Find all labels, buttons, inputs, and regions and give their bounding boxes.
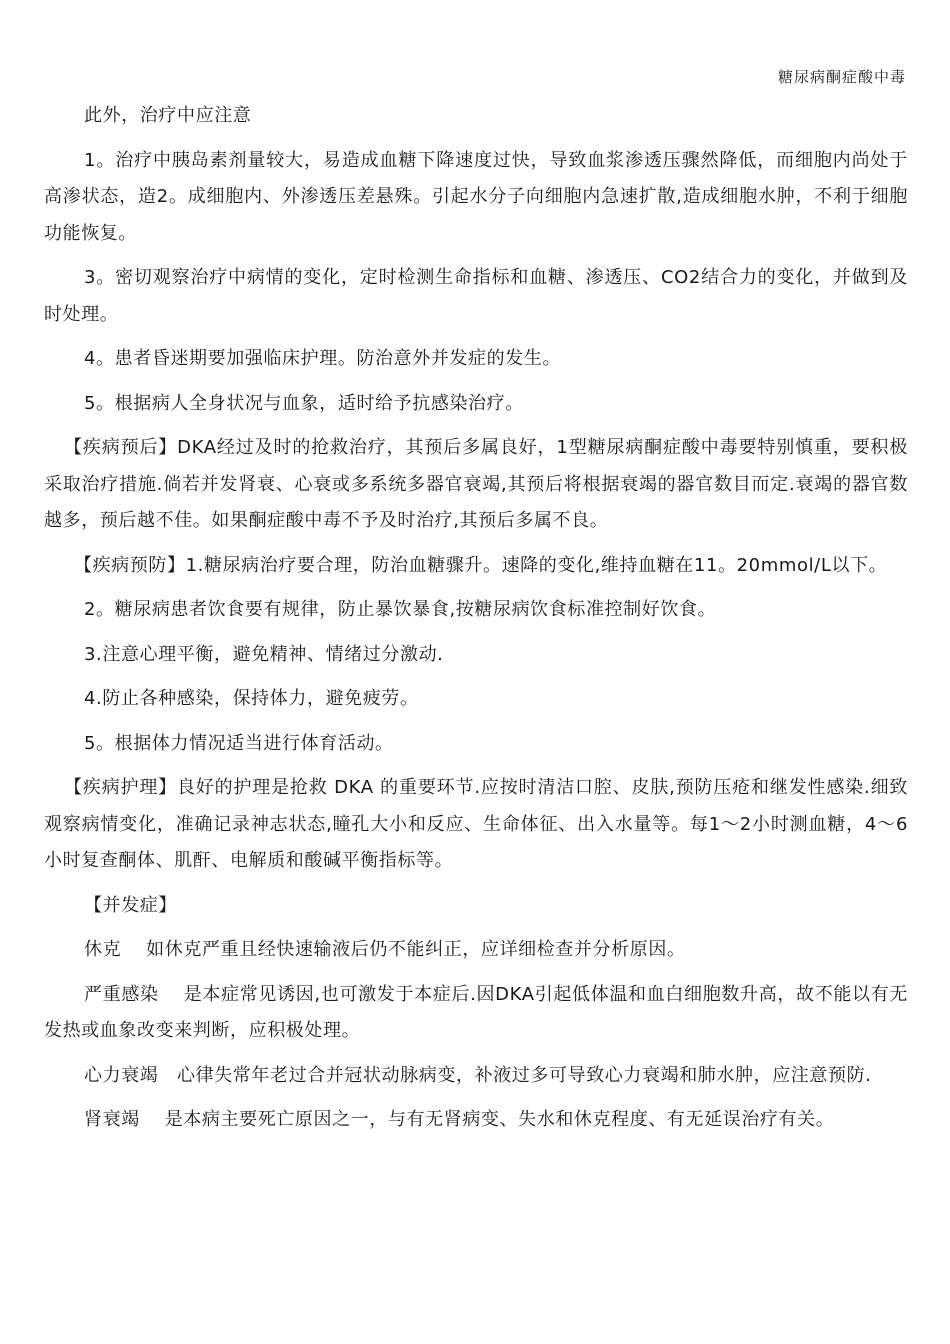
paragraph-intro: 此外，治疗中应注意 xyxy=(84,105,252,126)
paragraph-severe-infection: 严重感染 是本症常见诱因,也可激发于本症后.因DKA引起低体温和血白细胞数升高，故不能以有无发热或血象改变来判断，应积极处理。 xyxy=(44,983,908,1041)
paragraph-nursing: 【疾病护理】良好的护理是抢救 DKA 的重要环节.应按时清洁口腔、皮肤,预防压疮和继发性感染.细致观察病情变化，准确记录神志状态,瞳孔大小和反应、生命体征、出入水量等。每1～2小时测血糖，4～6小时复查酮体、肌酐、电解质和酸碱平衡指标等。 xyxy=(44,777,908,871)
section-heading-complications: 【并发症】 xyxy=(84,894,177,916)
document-body xyxy=(44,98,908,1139)
paragraph-prevention-2: 2。糖尿病患者饮食要有规律，防止暴饮暴食,按糖尿病饮食标准控制好饮食。 xyxy=(84,599,717,620)
paragraph-note-3: 3。密切观察治疗中病情的变化，定时检测生命指标和血糖、渗透压、CO2结合力的变化，并做到及时处理。 xyxy=(44,267,908,325)
paragraph-renal-failure: 肾衰竭 是本病主要死亡原因之一，与有无肾病变、失水和休克程度、有无延误治疗有关。 xyxy=(84,1109,835,1130)
paragraph-prevention-1: 【疾病预防】1.糖尿病治疗要合理，防治血糖骤升。速降的变化,维持血糖在11。20mmol/L以下。 xyxy=(74,554,888,576)
paragraph-prevention-5: 5。根据体力情况适当进行体育活动。 xyxy=(84,732,394,754)
paragraph-heart-failure: 心力衰竭 心律失常年老过合并冠状动脉病变，补液过多可导致心力衰竭和肺水肿，应注意预防. xyxy=(84,1064,872,1086)
paragraph-note-4: 4。患者昏迷期要加强临床护理。防治意外并发症的发生。 xyxy=(84,348,562,369)
paragraph-shock: 休克 如休克严重且经快速输液后仍不能纠正，应详细检查并分析原因。 xyxy=(84,939,686,960)
paragraph-prevention-3: 3.注意心理平衡，避免精神、情绪过分激动. xyxy=(84,643,444,665)
running-header: 糖尿病酮症酸中毒 xyxy=(777,68,906,86)
paragraph-note-5: 5。根据病人全身状况与血象，适时给予抗感染治疗。 xyxy=(84,392,524,414)
paragraph-note-1-2: 1。治疗中胰岛素剂量较大，易造成血糖下降速度过快，导致血浆渗透压骤然降低，而细胞内尚处于高渗状态，造2。成细胞内、外渗透压差悬殊。引起水分子向细胞内急速扩散,造成细胞水肿，不利于细胞功能恢复。 xyxy=(44,149,908,244)
paragraph-prevention-4: 4.防止各种感染，保持体力，避免疲劳。 xyxy=(84,688,419,709)
paragraph-prognosis: 【疾病预后】DKA经过及时的抢救治疗，其预后多属良好，1型糖尿病酮症酸中毒要特别慎重，要积极采取治疗措施.倘若并发肾衰、心衰或多系统多器官衰竭,其预后将根据衰竭的器官数目而定.衰竭的器官数越多，预后越不佳。如果酮症酸中毒不予及时治疗,其预后多属不良。 xyxy=(44,437,908,531)
